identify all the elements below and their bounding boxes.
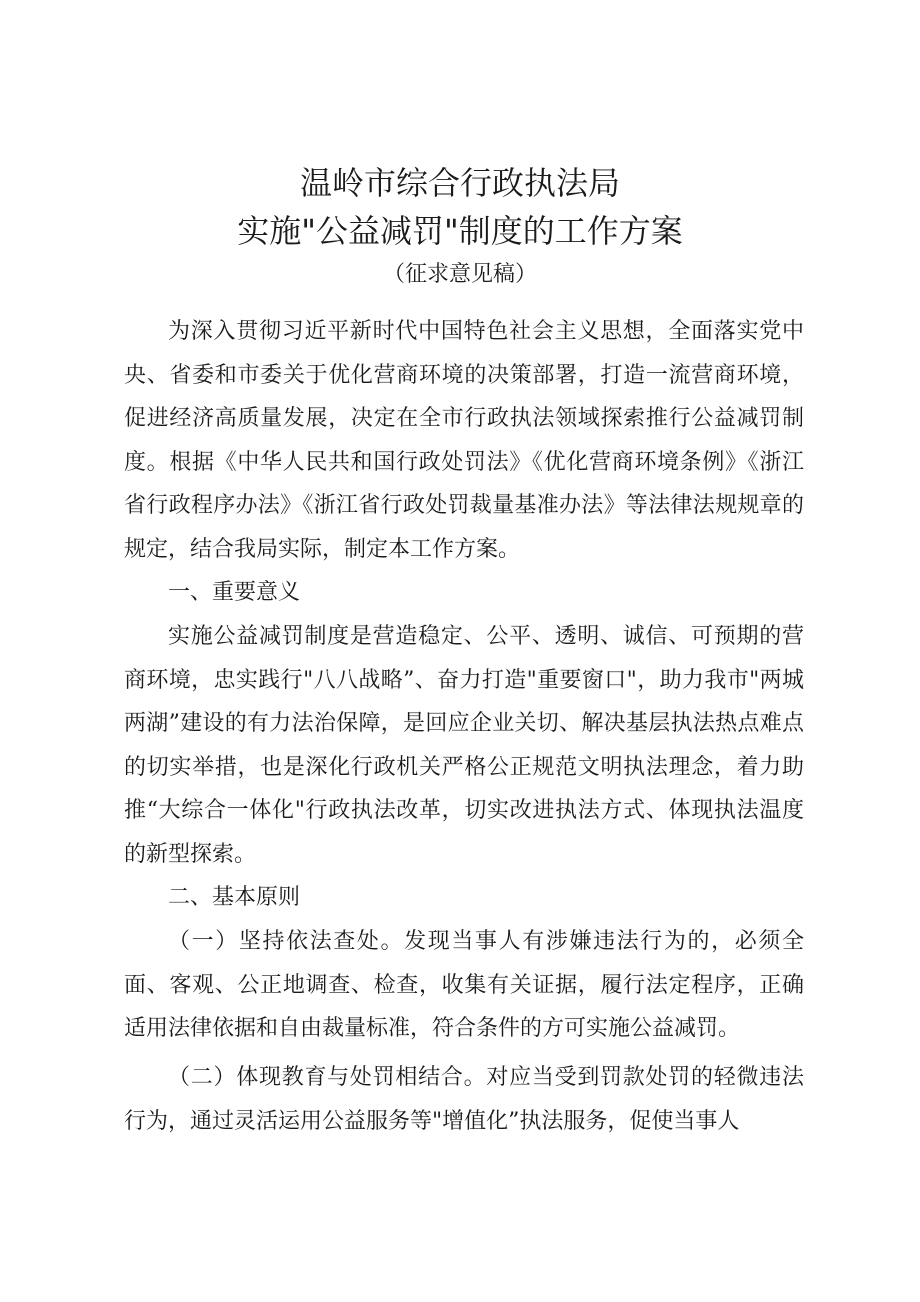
document-subtitle: （征求意见稿） (382, 262, 537, 287)
principle-education-with-penalty: （二）体现教育与处罚相结合。对应当受到罚款处罚的轻微违法行为，通过灵活运用公益服务等"增值化”执法服务，促使当事人 (124, 1065, 804, 1134)
intro-paragraph: 为深入贯彻习近平新时代中国特色社会主义思想，全面落实党中央、省委和市委关于优化营商环境的决策部署，打造一流营商环境，促进经济高质量发展，决定在全市行政执法领域探索推行公益减罚制度。根据《中华人民共和国行政处罚法》《优化营商环境条例》《浙江省行政程序办法》《浙江省行政处罚裁量基准办法》等法律法规规章的规定，结合我局实际，制定本工作方案。 (124, 319, 804, 562)
significance-paragraph: 实施公益减罚制度是营造稳定、公平、透明、诚信、可预期的营商环境，忠实践行"八八战略”、奋力打造"重要窗口"，助力我市"两城两湖”建设的有力法治保障，是回应企业关切、解决基层执法热点难点的切实举措，也是深化行政机关严格公正规范文明执法理念，着力助推“大综合一体化"行政执法改革，切实改进执法方式、体现执法温度的新型探索。 (124, 624, 804, 867)
section-heading-principles: 二、基本原则 (168, 885, 301, 910)
section-heading-significance: 一、重要意义 (168, 580, 301, 605)
document-title-line-2: 实施"公益减罚"制度的工作方案 (237, 212, 683, 250)
principle-lawful-investigation: （一）坚持依法查处。发现当事人有涉嫌违法行为的，必须全面、客观、公正地调查、检查，收集有关证据，履行法定程序，正确适用法律依据和自由裁量标准，符合条件的方可实施公益减罚。 (124, 929, 804, 1041)
document-title-line-1: 温岭市综合行政执法局 (299, 164, 620, 202)
